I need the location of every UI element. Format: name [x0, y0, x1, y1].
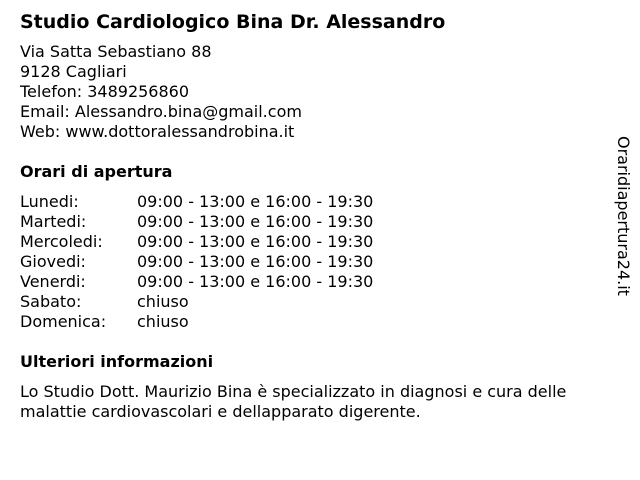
hours-day: Venerdi: — [20, 272, 86, 291]
hours-row — [20, 292, 610, 312]
email-line: Email: Alessandro.bina@gmail.com — [20, 102, 302, 121]
info-text: Lo Studio Dott. Maurizio Bina è specializzato in diagnosi e cura delle malattie cardiovascolari e dellapparato digerente. — [20, 382, 567, 421]
phone-line: Telefon: 3489256860 — [20, 82, 190, 101]
hours-row — [20, 272, 610, 292]
hours-day: Giovedi: — [20, 252, 86, 271]
address-street: Via Satta Sebastiano 88 — [20, 42, 212, 61]
hours-day: Mercoledi: — [20, 232, 103, 251]
hours-time: 09:00 - 13:00 e 16:00 - 19:30 — [137, 192, 374, 211]
hours-table — [20, 192, 610, 332]
hours-day: Sabato: — [20, 292, 82, 311]
hours-time: chiuso — [137, 312, 189, 331]
hours-day: Martedi: — [20, 212, 87, 231]
hours-row — [20, 232, 610, 252]
hours-time: chiuso — [137, 292, 189, 311]
hours-time: 09:00 - 13:00 e 16:00 - 19:30 — [137, 212, 374, 231]
web-line: Web: www.dottoralessandrobina.it — [20, 122, 295, 141]
business-name: Studio Cardiologico Bina Dr. Alessandro — [20, 11, 446, 33]
hours-row — [20, 252, 610, 272]
address-city: 9128 Cagliari — [20, 62, 127, 81]
hours-time: 09:00 - 13:00 e 16:00 - 19:30 — [137, 232, 374, 251]
hours-time: 09:00 - 13:00 e 16:00 - 19:30 — [137, 272, 374, 291]
brand-watermark: Oraridiapertura24.it — [614, 136, 633, 296]
hours-row — [20, 212, 610, 232]
hours-day: Domenica: — [20, 312, 107, 331]
hours-heading: Orari di apertura — [20, 162, 173, 181]
business-card — [20, 10, 610, 422]
info-heading: Ulteriori informazioni — [20, 352, 214, 371]
hours-row — [20, 192, 610, 212]
hours-row — [20, 312, 610, 332]
hours-day: Lunedi: — [20, 192, 79, 211]
hours-time: 09:00 - 13:00 e 16:00 - 19:30 — [137, 252, 374, 271]
